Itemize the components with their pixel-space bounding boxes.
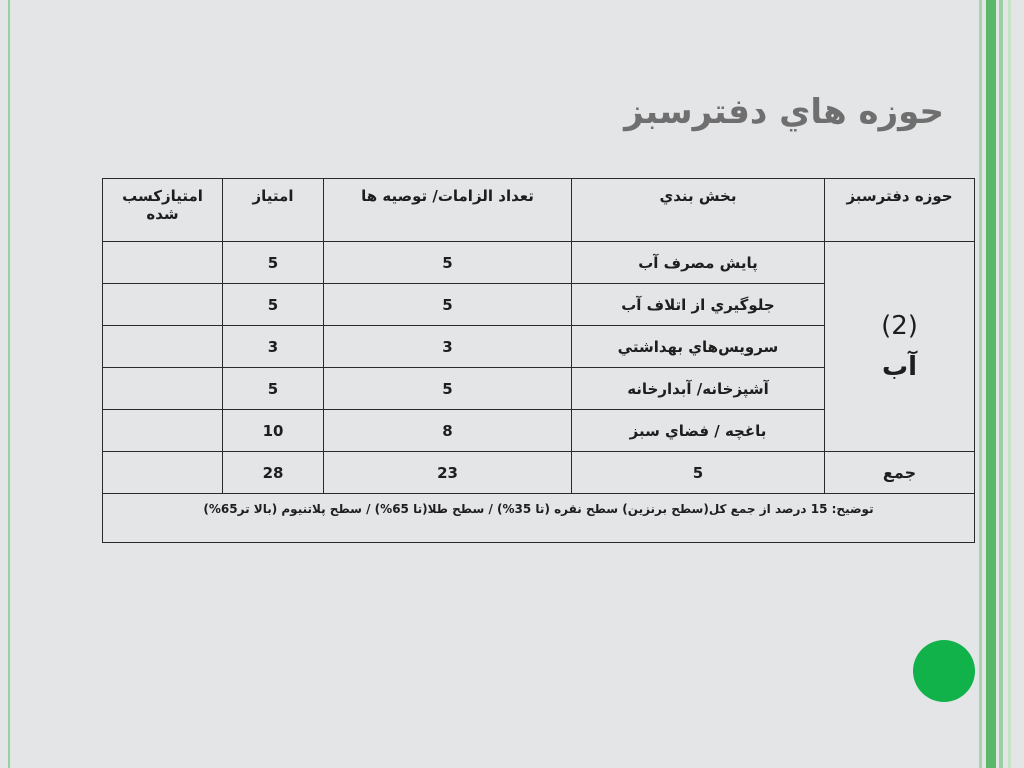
- total-section: 5: [572, 452, 825, 494]
- left-frame-line: [8, 0, 10, 768]
- section-cell: آشپزخانه/ آبدارخانه: [572, 368, 825, 410]
- earned-cell[interactable]: [103, 284, 223, 326]
- requirements-cell: 8: [324, 410, 572, 452]
- score-cell: 5: [223, 242, 324, 284]
- score-cell: 10: [223, 410, 324, 452]
- total-earned[interactable]: [103, 452, 223, 494]
- header-section: بخش بندي: [572, 179, 825, 242]
- earned-cell[interactable]: [103, 368, 223, 410]
- requirements-cell: 3: [324, 326, 572, 368]
- section-cell: باغچه / فضاي سبز: [572, 410, 825, 452]
- requirements-cell: 5: [324, 368, 572, 410]
- header-requirements: تعداد الزامات/ توصيه ها: [324, 179, 572, 242]
- score-cell: 5: [223, 368, 324, 410]
- section-cell: جلوگيري از اتلاف آب: [572, 284, 825, 326]
- green-office-table: [102, 178, 975, 543]
- header-score: امتياز: [223, 179, 324, 242]
- slide-title: حوزه هاي دفترسبز: [624, 92, 944, 132]
- table-total-row: [103, 452, 975, 494]
- area-cell: [825, 242, 975, 452]
- table-header-row: [103, 179, 975, 242]
- total-requirements: 23: [324, 452, 572, 494]
- section-cell: پايش مصرف آب: [572, 242, 825, 284]
- right-frame-line: [979, 0, 982, 768]
- earned-cell[interactable]: [103, 242, 223, 284]
- total-label: جمع: [825, 452, 975, 494]
- score-cell: 3: [223, 326, 324, 368]
- right-frame-line: [999, 0, 1003, 768]
- earned-cell[interactable]: [103, 326, 223, 368]
- requirements-cell: 5: [324, 242, 572, 284]
- requirements-cell: 5: [324, 284, 572, 326]
- right-frame-band: [986, 0, 996, 768]
- decorative-circle: [913, 640, 975, 702]
- table-row: [103, 242, 975, 284]
- right-frame-line: [1008, 0, 1011, 768]
- earned-cell[interactable]: [103, 410, 223, 452]
- table-note: توضيح: 15 درصد از جمع کل(سطح برنزين) سطح نقره (تا 35%) / سطح طلا(تا 65%) / سطح پلاتنيوم (بالا تر65%): [103, 494, 975, 543]
- header-earned: امتيازکسب شده: [103, 179, 223, 242]
- table-note-row: [103, 494, 975, 543]
- score-cell: 5: [223, 284, 324, 326]
- area-name: آب: [881, 351, 918, 382]
- total-score: 28: [223, 452, 324, 494]
- area-number: (2): [881, 311, 918, 342]
- section-cell: سرويس‌هاي بهداشتي: [572, 326, 825, 368]
- header-area: حوزه دفترسبز: [825, 179, 975, 242]
